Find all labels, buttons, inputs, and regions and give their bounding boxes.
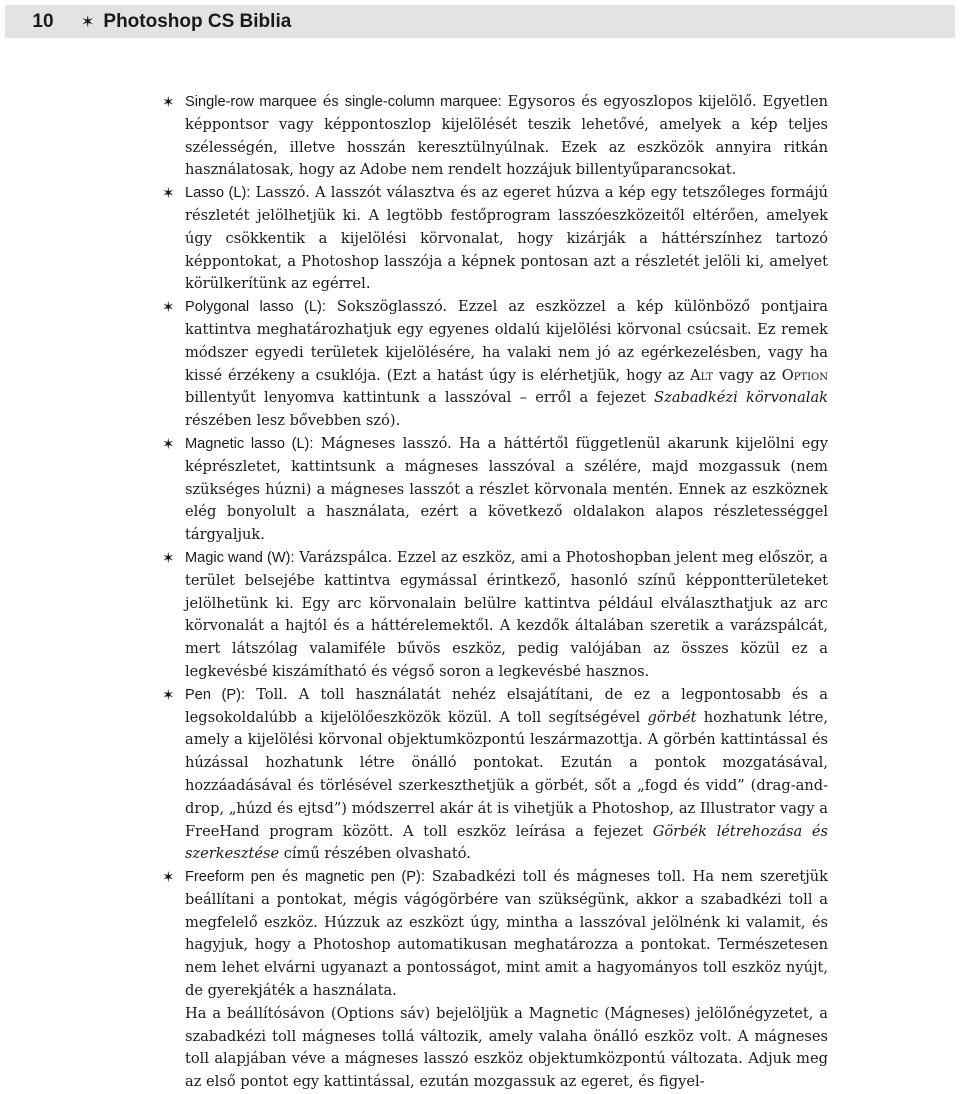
term: Polygonal lasso (L): xyxy=(185,299,326,316)
list-item-lasso xyxy=(162,182,828,296)
star-bullet-icon: ✶ xyxy=(162,93,175,111)
term: Freeform pen xyxy=(185,869,275,886)
page-header xyxy=(5,5,955,38)
list-item-single-row-marquee: ✶ Single-row marquee és single-column marquee: Egysoros és egyoszlopos kijelölő. Egyetlen képpontsor vagy képpontoszlop kijelölését teszik lehetővé, amelyek a kép teljes szélességén, illetve hosszán keresztülnyúlnak. Ezek az eszközök annyira ritkán használatosak, hogy az Adobe nem rendelt hozzájuk billentyűparancsokat. xyxy=(162,93,828,179)
key-name: Option xyxy=(781,366,828,384)
star-bullet-icon: ✶ xyxy=(162,868,175,887)
running-title xyxy=(81,11,291,33)
section-reference: Görbék létrehozása és szerkesztése xyxy=(185,822,828,863)
page-number: 10 xyxy=(32,10,54,32)
emphasis: görbét xyxy=(647,708,697,726)
book-title: Photoshop CS Biblia xyxy=(103,10,292,32)
description: Lasszó. A lasszót választva és az egeret húzva a kép egy tetszőleges formájú részletét jelölhetjük ki. A legtöbb festőprogram lasszóeszközeitől eltérően, amelyek úgy csökkentik a kijelölési körvonalat, hogy kizárják a háttérszínhez tartozó képpontokat, a Photoshop lasszója a képnek pontosan azt a részletét jelöli ki, amelyet körülkerítünk az egérrel. xyxy=(185,184,829,293)
list-item-magnetic-lasso xyxy=(162,433,828,547)
description: Varázspálca. Ezzel az eszköz, ami a Photoshopban jelent meg először, a terület belsejébe kattintva egymással érintkező, hasonló színű képpontterületeket jelölhetünk ki. Egy arc körvonalain belülre kattintva például elválaszthatjuk az arc körvonalát a hajtól és a háttérelemektől. A kezdők általában szeretik a varázspálcát, mert látszólag valamiféle bűvös eszköz, pedig valójában az összes közül ez a legkevésbé kiszámítható és végső soron a legkevésbé hasznos. xyxy=(185,548,828,680)
list-item-freeform-pen: ✶ Freeform pen és magnetic pen (P): Szabadkézi toll és mágneses toll. Ha nem szeretjük beállítani a pontokat, mégis vágógörbére van szükségünk, akkor a szabadkézi toll a megfelelő eszköz. Húzzuk az eszközt úgy, mintha a lasszóval jelölnénk ki valamit, és hagyjuk, hogy a Photoshop automatikusan meghatározza a pontokat. Természetesen nem lehet elvárni ugyanazt a pontosságot, mint amit a hagyományos toll eszköz nyújt, de gyerekjáték a használata. xyxy=(162,868,828,1000)
body-paragraph: Ha a beállítósávon (Options sáv) bejelöljük a Magnetic (Mágneses) jelölőnégyzetet, a szabadkézi toll mágneses tollá változik, amely valaha önálló eszköz volt. A mágneses toll alapjában véve a mágneses lasszó eszköz objektumközpontú változata. Adjuk meg az első pontot egy kattintással, ezután mozgassuk az egeret, és figyel- xyxy=(185,1004,828,1091)
star-bullet-icon: ✶ xyxy=(162,548,175,567)
list-item-polygonal-lasso: ✶ Polygonal lasso (L): Sokszöglasszó. Ezzel az eszközzel a kép különböző pontjaira kattintva meghatározhatjuk egy egyenes oldalú kijelölési körvonal csúcsait. Ez remek módszer egyedi területek kijelölésére, ha valaki nem jó az egérkezelésben, vagy ha kissé érzékeny a csuklója. (Ezt a hatást úgy is elérhetjük, hogy az Alt vagy az Option billentyűt lenyomva kattintunk a lasszóval – erről a fejezet Szabadkézi körvonalak részében lesz bővebben szó). xyxy=(162,298,828,430)
star-icon: ✶ xyxy=(81,13,95,31)
term: Single-row marquee xyxy=(185,94,317,110)
description: Mágneses lasszó. Ha a háttértől függetlenül akarunk kijelölni egy képrészletet, kattintsunk a mágneses lasszóval a szélére, majd mozgassuk (nem szükséges húzni) a mágneses lasszót a részlet körvonala mentén. Ennek az eszköznek elég bonyolult a használata, ezért a következő oldalakon alapos részletességgel tárgyaljuk. xyxy=(185,434,828,544)
term: single-column marquee: xyxy=(344,94,502,110)
star-bullet-icon: ✶ xyxy=(162,434,175,453)
key-name: Alt xyxy=(690,366,714,384)
star-bullet-icon: ✶ xyxy=(162,184,175,203)
section-reference: Szabadkézi körvonalak xyxy=(654,389,828,407)
list-item-magic-wand xyxy=(162,547,828,684)
page-body xyxy=(162,91,828,1094)
term: Magnetic lasso (L): xyxy=(185,435,314,452)
term: Lasso (L): xyxy=(185,185,251,202)
list-item-pen: ✶ Pen (P): Toll. A toll használatát nehéz elsajátítani, de ez a legpontosabb és a legsokoldalúbb a kijelölőeszközök közül. A toll segítségével görbét hozhatunk létre, amely a kijelölési körvonal objektumközpontú leszármazottja. A görbén kattintással és húzással hozhatunk létre önálló pontokat. Ezután a pontok mozgatásával, hozzáadásával és törlésével szerkeszthetjük a görbét, sőt a „fogd és vidd” (drag-and-drop, „húzd és ejtsd”) módszerrel akár át is vihetjük a Photoshop, az Illustrator vagy a FreeHand program között. A toll eszköz leírása a fejezet Görbék létrehozása és szerkesztése című részében olvasható. xyxy=(162,685,828,863)
star-bullet-icon: ✶ xyxy=(162,685,175,704)
description: Egysoros és egyoszlopos kijelölő. Egyetlen képpontsor vagy képpontoszlop kijelölését teszik lehetővé, amelyek a kép teljes szélességén, illetve hosszán keresztülnyúlnak. Ezek az eszközök annyira ritkán használatosak, hogy az Adobe nem rendelt hozzájuk billentyűparancsokat. xyxy=(185,93,828,179)
term: Pen (P): xyxy=(185,686,246,703)
term: magnetic pen (P): xyxy=(305,869,425,886)
term: Magic wand (W): xyxy=(185,549,295,566)
description: Szabadkézi toll és mágneses toll. Ha nem szeretjük beállítani a pontokat, mégis vágógörbére van szükségünk, akkor a szabadkézi toll a megfelelő eszköz. Húzzuk az eszközt úgy, mintha a lasszóval jelölnénk ki valamit, és hagyjuk, hogy a Photoshop automatikusan meghatározza a pontokat. Természetesen nem lehet elvárni ugyanazt a pontosságot, mint amit a hagyományos toll eszköz nyújt, de gyerekjáték a használata. xyxy=(185,868,828,1000)
star-bullet-icon: ✶ xyxy=(162,298,175,317)
